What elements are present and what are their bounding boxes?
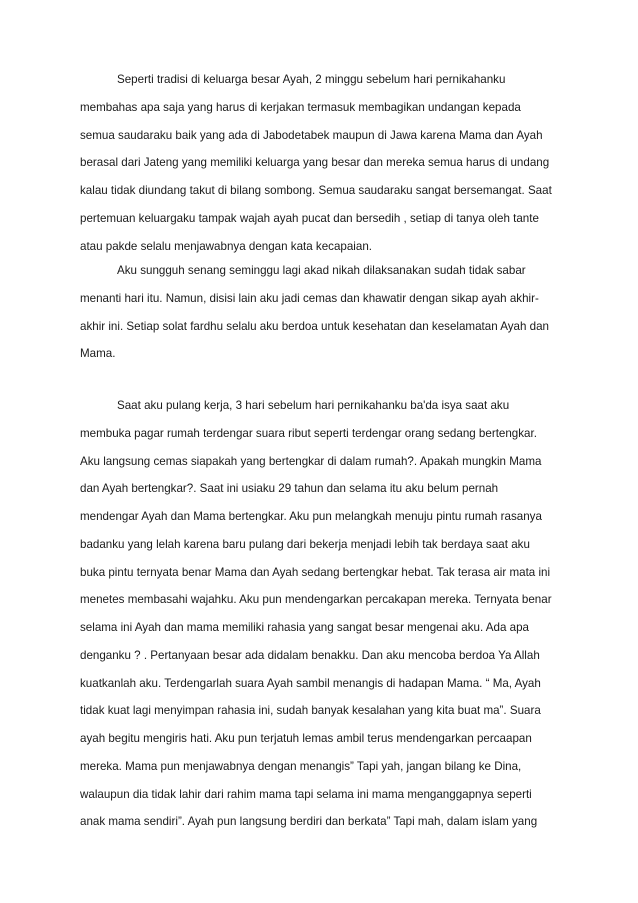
paragraph-line: Seperti tradisi di keluarga besar Ayah, 2 minggu sebelum hari pernikahanku — [117, 73, 506, 86]
paragraph-line: pertemuan keluargaku tampak wajah ayah pucat dan bersedih , setiap di tanya oleh tante — [80, 211, 539, 225]
paragraph-line: Aku langsung cemas siapakah yang bertengkar di dalam rumah?. Apakah mungkin Mama — [80, 454, 542, 468]
paragraph-line: buka pintu ternyata benar Mama dan Ayah sedang bertengkar hebat. Tak terasa air mata ini — [80, 565, 551, 579]
paragraph-line: tidak kuat lagi menyimpan rahasia ini, sudah banyak kesalahan yang kita buat ma”. Suara — [80, 704, 541, 718]
paragraph-line: mendengar Ayah dan Mama bertengkar. Aku pun melangkah menuju pintu rumah rasanya — [80, 510, 542, 523]
paragraph-line: mereka. Mama pun menjawabnya dengan menangis” Tapi yah, jangan bilang ke Dina, — [80, 759, 522, 773]
paragraph-line: membuka pagar rumah terdengar suara ribut seperti terdengar orang sedang bertengkar. — [80, 426, 537, 440]
paragraph-line: berasal dari Jateng yang memiliki keluarga yang besar dan mereka semua harus di undang — [80, 156, 550, 170]
paragraph-3 — [80, 399, 558, 843]
paragraph-line: semua saudaraku baik yang ada di Jabodetabek maupun di Jawa karena Mama dan Ayah — [80, 128, 543, 142]
paragraph-line: ayah begitu mengiris hati. Aku pun terjatuh lemas ambil terus mendengarkan percaapan — [80, 732, 532, 745]
paragraph-line: anak mama sendiri”. Ayah pun langsung berdiri dan berkata” Tapi mah, dalam islam yang — [80, 815, 538, 829]
paragraph-1 — [80, 73, 558, 267]
paragraph-line: kalau tidak diundang takut di bilang sombong. Semua saudaraku sangat bersemangat. Saat — [80, 184, 552, 197]
paragraph-line: Mama. — [80, 347, 116, 361]
paragraph-2 — [80, 264, 558, 375]
paragraph-line: membahas apa saja yang harus di kerjakan termasuk membagikan undangan kepada — [80, 100, 521, 114]
paragraph-line: selama ini Ayah dan mama memiliki rahasia yang sangat besar mengenai aku. Ada apa — [80, 621, 529, 634]
paragraph-line: akhir ini. Setiap solat fardhu selalu aku berdoa untuk kesehatan dan keselamatan Ayah dan — [80, 319, 550, 333]
paragraph-line: Aku sungguh senang seminggu lagi akad nikah dilaksanakan sudah tidak sabar — [117, 264, 526, 277]
paragraph-line: kuatkanlah aku. Terdengarlah suara Ayah sambil menangis di hadapan Mama. “ Ma, Ayah — [80, 676, 541, 690]
paragraph-line: atau pakde selalu menjawabnya dengan kata kecapaian. — [80, 239, 372, 253]
paragraph-line: menanti hari itu. Namun, disisi lain aku jadi cemas dan khawatir dengan sikap ayah akhir- — [80, 291, 539, 305]
paragraph-line: badanku yang lelah karena baru pulang dari bekerja menjadi lebih tak berdaya saat aku — [80, 537, 530, 551]
paragraph-line: walaupun dia tidak lahir dari rahim mama tapi selama ini mama menganggapnya seperti — [80, 787, 532, 801]
paragraph-line: menetes membasahi wajahku. Aku pun mendengarkan percakapan mereka. Ternyata benar — [80, 593, 552, 607]
paragraph-line: Saat aku pulang kerja, 3 hari sebelum hari pernikahanku ba'da isya saat aku — [117, 399, 510, 412]
paragraph-line: denganku ? . Pertanyaan besar ada didalam benakku. Dan aku mencoba berdoa Ya Allah — [80, 648, 540, 662]
paragraph-line: dan Ayah bertengkar?. Saat ini usiaku 29 tahun dan selama itu aku belum pernah — [80, 482, 499, 496]
